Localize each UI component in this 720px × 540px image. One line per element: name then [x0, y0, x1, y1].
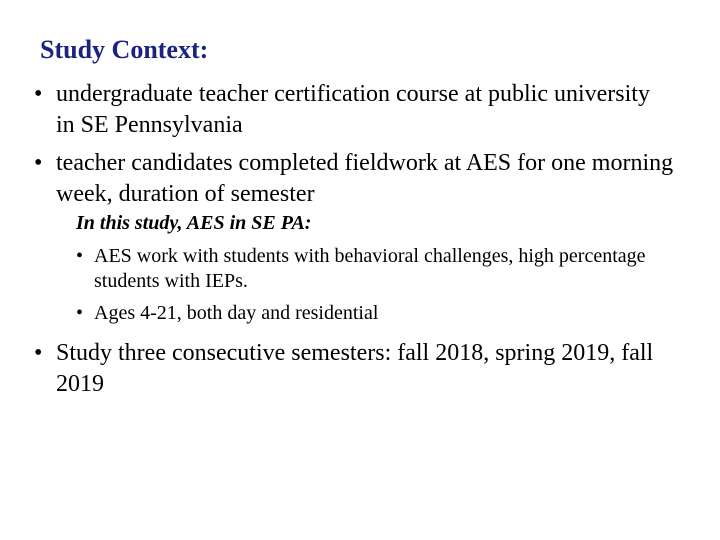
- sub-bullet-text: AES work with students with behavioral challenges, high percentage students with IEPs.: [94, 245, 646, 292]
- bullet-marker: •: [34, 81, 43, 107]
- sub-bullet-item-behavior: [76, 244, 676, 294]
- sub-bullet-marker: •: [76, 245, 84, 267]
- bullet-item-fieldwork: [34, 148, 694, 210]
- sub-bullet-item-ages: [76, 301, 676, 326]
- slide-title: Study Context:: [40, 35, 209, 64]
- subsection-heading: In this study, AES in SE PA:: [76, 212, 312, 234]
- bullet-text: teacher candidates completed fieldwork at AES for one morning week, duration of semester: [56, 150, 674, 207]
- bullet-item-course: [34, 79, 654, 141]
- bullet-item-semesters: [34, 338, 654, 400]
- sub-bullet-text: Ages 4-21, both day and residential: [94, 302, 379, 324]
- bullet-text: Study three consecutive semesters: fall 2018, spring 2019, fall 2019: [56, 340, 654, 397]
- bullet-marker: •: [34, 150, 43, 176]
- bullet-text: undergraduate teacher certification course at public university in SE Pennsylvania: [56, 81, 650, 138]
- sub-bullet-marker: •: [76, 302, 84, 324]
- bullet-marker: •: [34, 340, 43, 366]
